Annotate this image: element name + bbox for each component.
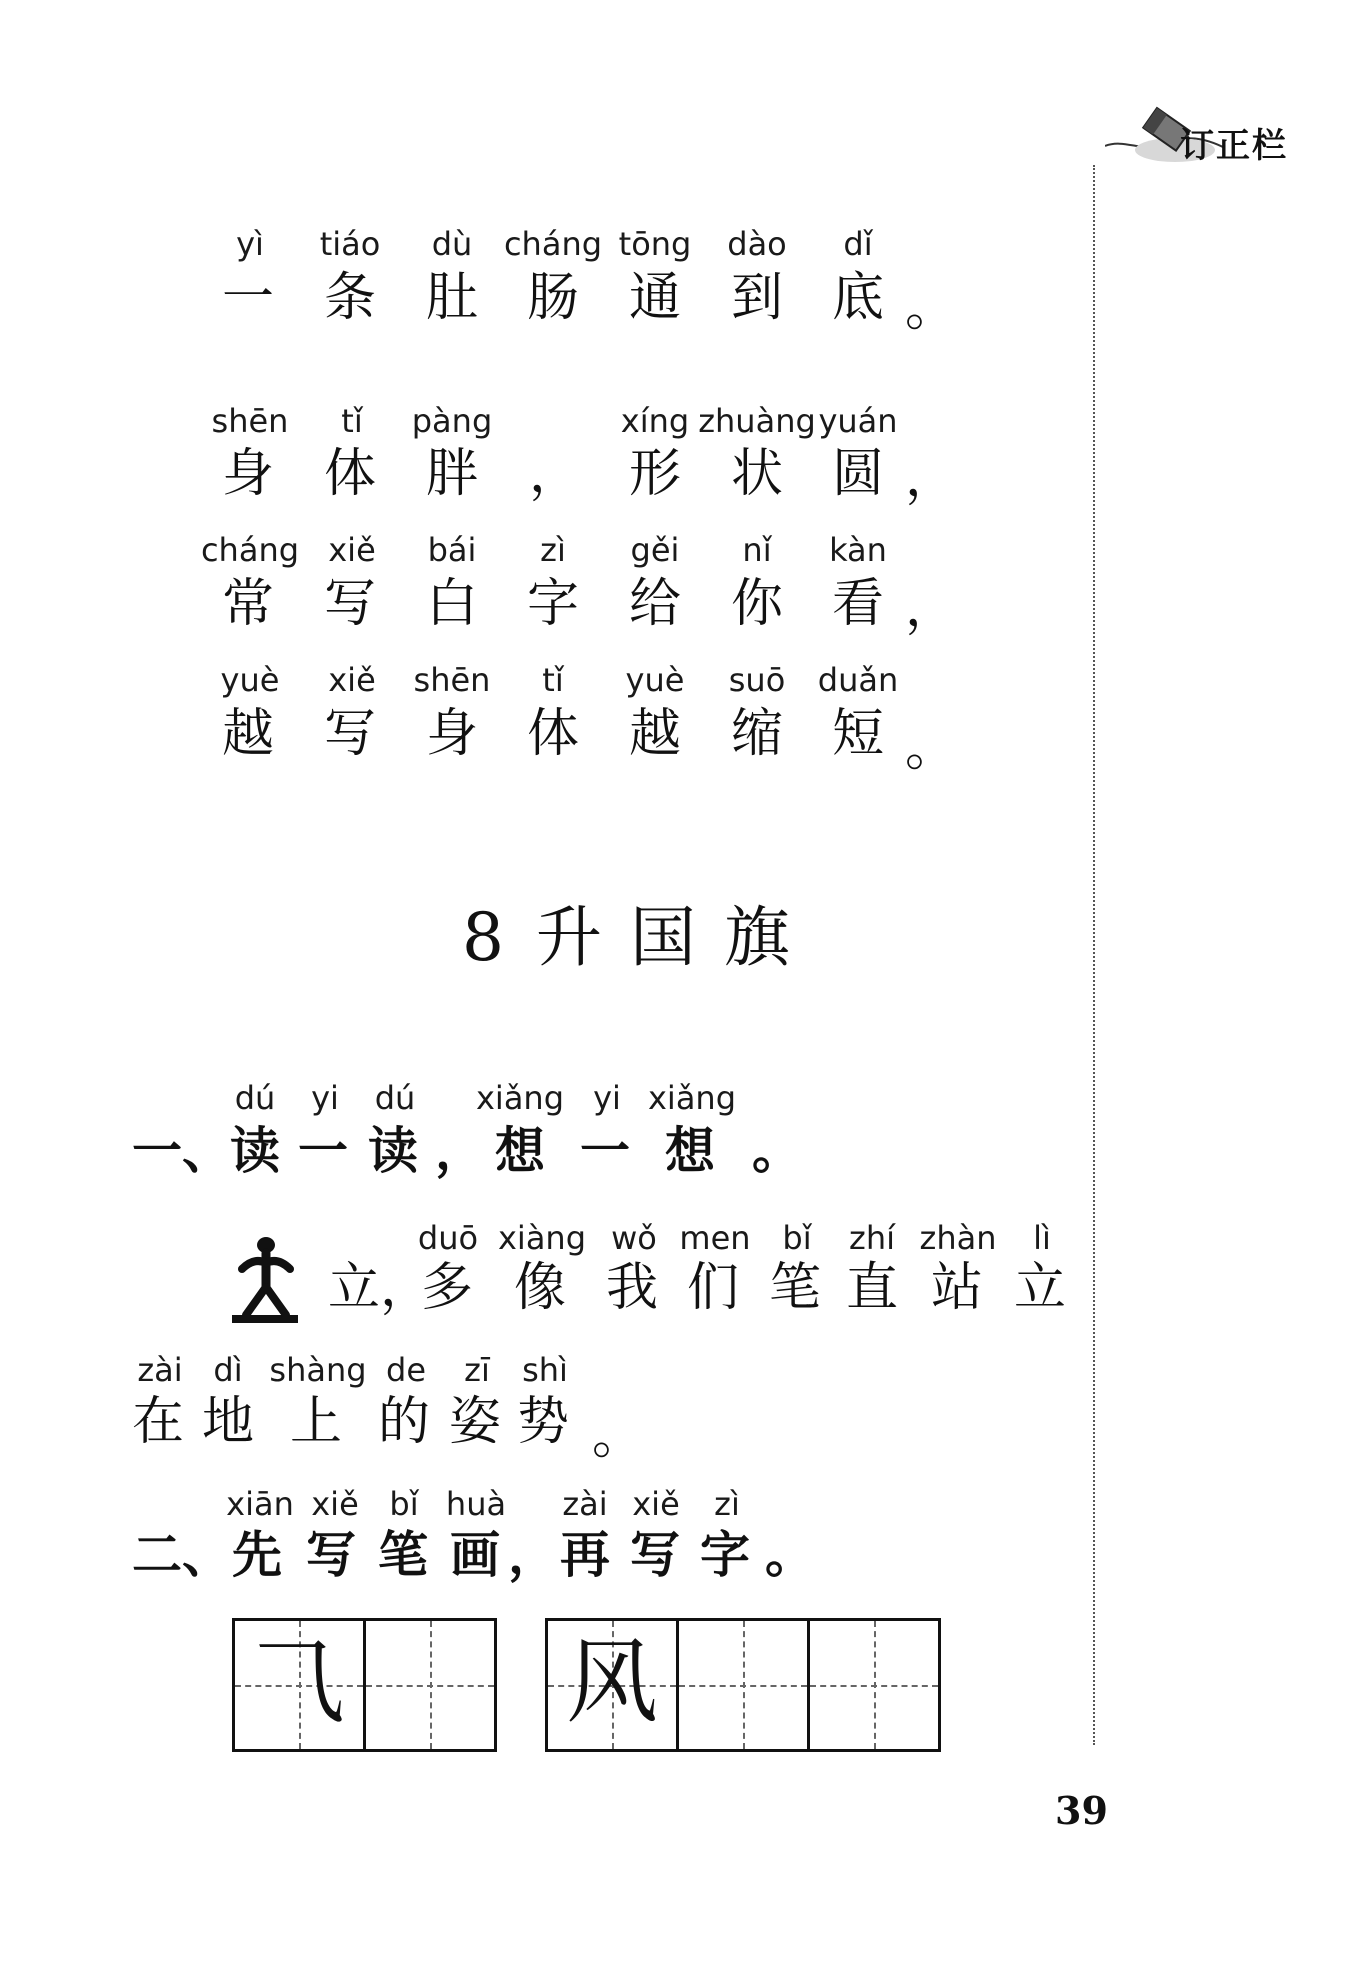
pinyin: yi <box>593 1079 621 1117</box>
pinyin: dǐ <box>843 225 873 263</box>
hanzi: 缩 <box>730 704 784 764</box>
grid-cell-practice[interactable] <box>807 1621 938 1749</box>
hanzi: 体 <box>323 444 377 504</box>
character-model: 风 <box>565 1629 659 1737</box>
pinyin: zhí <box>849 1219 895 1257</box>
pinyin: xiě <box>632 1485 680 1523</box>
pinyin: dào <box>727 225 787 263</box>
hanzi: 势 <box>516 1392 570 1452</box>
hanzi: 胖 <box>425 444 479 504</box>
pinyin: xíng <box>620 402 690 440</box>
hanzi: 圆 <box>831 444 885 504</box>
hanzi: 短 <box>831 704 885 764</box>
correction-column-header <box>1105 98 1345 168</box>
grid-cell-practice[interactable] <box>363 1621 494 1749</box>
pinyin: cháng <box>503 225 603 263</box>
hanzi: 肠 <box>526 268 580 328</box>
hanzi: 形 <box>628 444 682 504</box>
pinyin: zài <box>562 1485 608 1523</box>
pinyin: zhàn <box>919 1219 997 1257</box>
hanzi: 身 <box>221 444 275 504</box>
pinyin: yuè <box>625 661 685 699</box>
pinyin: bǐ <box>389 1485 419 1523</box>
pinyin: xiě <box>328 661 376 699</box>
pinyin: dú <box>234 1079 276 1117</box>
hanzi: 肚 <box>425 268 479 328</box>
hanzi: 地 <box>201 1392 255 1452</box>
hanzi: 给 <box>628 574 682 634</box>
pinyin: xiě <box>328 531 376 569</box>
question-2-char: 。 <box>765 1526 815 1584</box>
stroke-model: ⺄ <box>252 1629 346 1737</box>
hanzi: 体 <box>526 704 580 764</box>
pinyin: yuán <box>818 402 898 440</box>
hanzi: 上 <box>289 1392 343 1452</box>
hanzi: 字 <box>526 574 580 634</box>
hanzi: 的 <box>377 1392 431 1452</box>
question-1-char: 。 <box>752 1122 802 1180</box>
hanzi: 站 <box>930 1258 984 1318</box>
hanzi: 直 <box>845 1258 899 1318</box>
question-2-char: 先 <box>232 1526 282 1584</box>
pinyin: tōng <box>618 225 692 263</box>
question-2-char: 笔 <box>378 1526 428 1584</box>
punctuation: ， <box>905 448 958 508</box>
hanzi: 条 <box>323 268 377 328</box>
hanzi: 姿 <box>448 1392 502 1452</box>
ancient-li-glyph-icon <box>230 1235 300 1325</box>
question-1-char: 读 <box>230 1122 280 1180</box>
pinyin: cháng <box>200 531 300 569</box>
pinyin: shēn <box>211 402 289 440</box>
pinyin: dú <box>374 1079 416 1117</box>
pinyin: zì <box>714 1485 740 1523</box>
writing-grid <box>545 1618 941 1752</box>
pinyin: tiáo <box>319 225 381 263</box>
pinyin: de <box>386 1351 426 1389</box>
pinyin: dù <box>431 225 473 263</box>
question-1-char: ， <box>435 1122 485 1180</box>
question-1-char: 一 <box>580 1122 630 1180</box>
pinyin: shì <box>522 1351 568 1389</box>
pinyin: wǒ <box>611 1219 657 1257</box>
lesson-number: 8 <box>462 899 504 976</box>
question-1-char: 一 <box>298 1122 348 1180</box>
pinyin: lì <box>1033 1219 1051 1257</box>
hanzi: 底 <box>831 268 885 328</box>
hanzi: 写 <box>323 704 377 764</box>
pinyin: pàng <box>411 402 493 440</box>
hanzi: 立 <box>1013 1258 1067 1318</box>
pinyin: zhuàng <box>698 402 816 440</box>
question-2-char: 写 <box>630 1526 680 1584</box>
pinyin: yuè <box>220 661 280 699</box>
hanzi: 白 <box>425 574 479 634</box>
hanzi: 通 <box>628 268 682 328</box>
pinyin: duō <box>417 1219 479 1257</box>
grid-cell-practice[interactable] <box>676 1621 807 1749</box>
pinyin: xiān <box>226 1485 294 1523</box>
hanzi: 我 <box>605 1258 659 1318</box>
pinyin: bái <box>427 531 477 569</box>
punctuation: ， <box>905 578 958 638</box>
pinyin: xiǎng <box>475 1079 565 1117</box>
pinyin: xiǎng <box>647 1079 737 1117</box>
hanzi: 一 <box>221 268 275 328</box>
hanzi: 身 <box>425 704 479 764</box>
writing-grid <box>232 1618 497 1752</box>
hanzi: 立， <box>327 1258 433 1318</box>
pinyin: tǐ <box>542 661 564 699</box>
pinyin: duǎn <box>817 661 899 699</box>
pinyin: dì <box>213 1351 243 1389</box>
punctuation: 。 <box>905 718 958 778</box>
hanzi: 写 <box>323 574 377 634</box>
grid-cell-model <box>548 1621 676 1749</box>
pinyin: nǐ <box>742 531 772 569</box>
hanzi: 越 <box>221 704 275 764</box>
hanzi: 在 <box>131 1392 185 1452</box>
pinyin: shēn <box>413 661 491 699</box>
question-2-char: 字 <box>700 1526 750 1584</box>
punctuation: ， <box>528 444 582 504</box>
pinyin: xiě <box>311 1485 359 1523</box>
pinyin: zì <box>540 531 566 569</box>
pinyin: huà <box>445 1485 507 1523</box>
punctuation: 。 <box>592 1406 645 1466</box>
hanzi: 多 <box>420 1258 474 1318</box>
pinyin: zài <box>137 1351 183 1389</box>
hanzi: 状 <box>730 444 784 504</box>
hanzi: 像 <box>513 1258 567 1318</box>
hanzi: 到 <box>730 268 784 328</box>
question-2-char: 写 <box>306 1526 356 1584</box>
question-2-char: ， <box>508 1526 558 1584</box>
pinyin: men <box>679 1219 751 1257</box>
hanzi: 越 <box>628 704 682 764</box>
pinyin: xiàng <box>497 1219 587 1257</box>
pinyin: suō <box>728 661 786 699</box>
hanzi: 们 <box>686 1258 740 1318</box>
hanzi: 笔 <box>768 1258 822 1318</box>
question-2-number: 二、 <box>132 1526 232 1584</box>
punctuation: 。 <box>905 278 958 338</box>
pinyin: yì <box>236 225 264 263</box>
pinyin: zī <box>464 1351 490 1389</box>
lesson-name: 升国旗 <box>536 899 818 976</box>
question-1-char: 想 <box>665 1122 715 1180</box>
question-2-char: 再 <box>560 1526 610 1584</box>
pinyin: tǐ <box>341 402 363 440</box>
hanzi: 看 <box>831 574 885 634</box>
page-number: 39 <box>1055 1788 1108 1833</box>
margin-divider <box>1093 165 1095 1745</box>
question-2-char: 画 <box>450 1526 500 1584</box>
pinyin: kàn <box>829 531 887 569</box>
pinyin: shàng <box>269 1351 367 1389</box>
hanzi: 你 <box>730 574 784 634</box>
pinyin: gěi <box>630 531 680 569</box>
question-1-number: 一、 <box>132 1122 232 1180</box>
pinyin: yi <box>311 1079 339 1117</box>
correction-column-title: 订正栏 <box>1180 126 1288 166</box>
question-1-char: 想 <box>495 1122 545 1180</box>
question-1-char: 读 <box>368 1122 418 1180</box>
lesson-title <box>462 899 818 976</box>
hanzi: 常 <box>221 574 275 634</box>
pinyin: bǐ <box>782 1219 812 1257</box>
grid-cell-model <box>235 1621 363 1749</box>
